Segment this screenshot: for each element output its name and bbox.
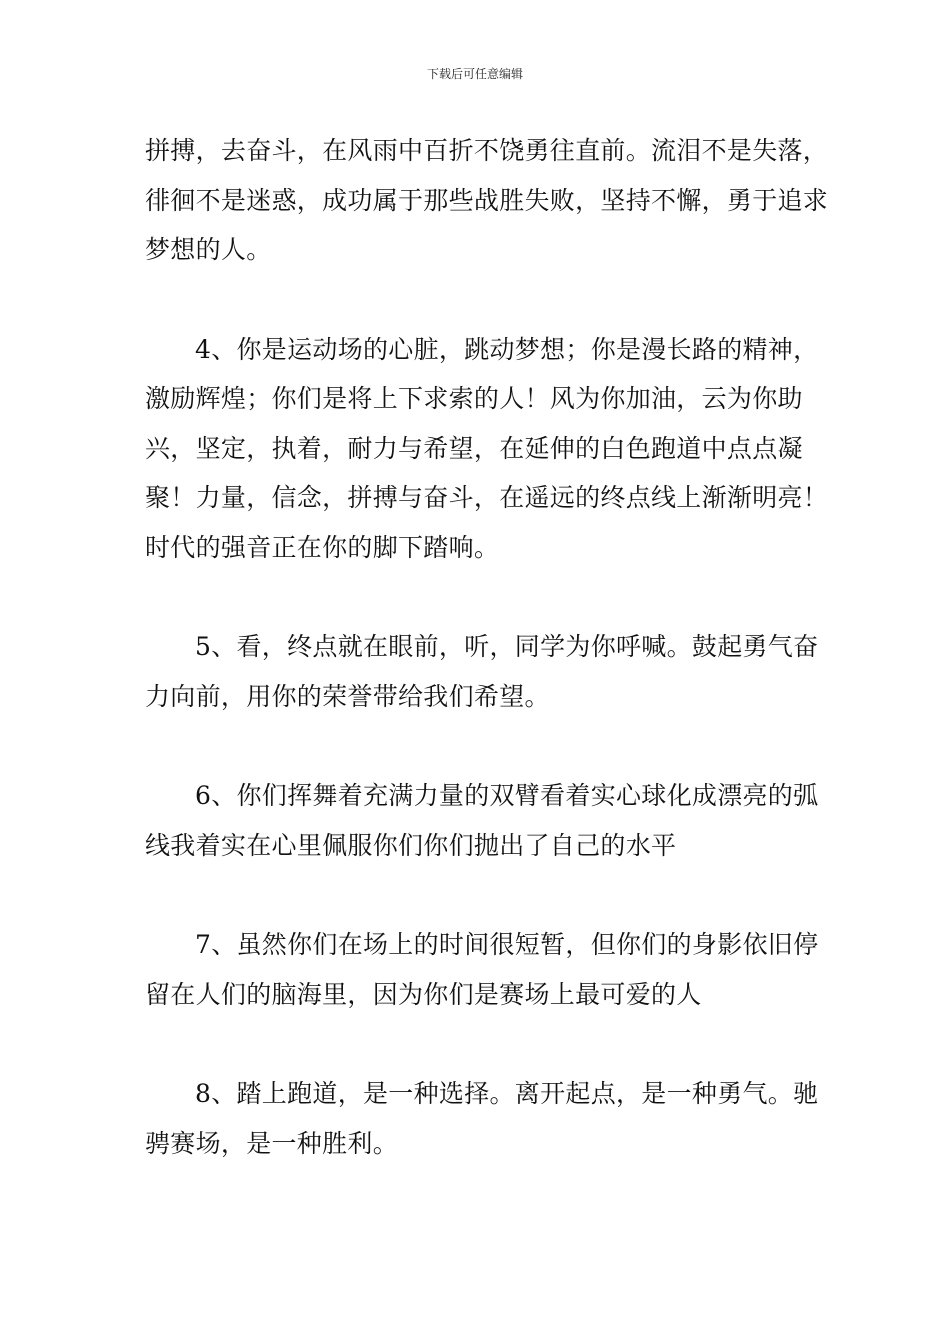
paragraph-gap xyxy=(145,1019,835,1069)
paragraph-gap xyxy=(145,572,835,622)
paragraph-item-5: 5、看，终点就在眼前，听，同学为你呼喊。鼓起勇气奋力向前，用你的荣誉带给我们希望。 xyxy=(145,632,819,711)
paragraph-gap xyxy=(145,275,835,325)
paragraph-continued: 拼搏，去奋斗，在风雨中百折不饶勇往直前。流泪不是失落，徘徊不是迷惑，成功属于那些战胜失败，坚持不懈，勇于追求梦想的人。 xyxy=(145,136,829,264)
page-header: 下载后可任意编辑 xyxy=(426,67,523,81)
paragraph-gap xyxy=(145,870,835,920)
document-body xyxy=(145,126,835,1168)
paragraph-item-7: 7、虽然你们在场上的时间很短暂，但你们的身影依旧停留在人们的脑海里，因为你们是赛场上最可爱的人 xyxy=(145,930,819,1009)
paragraph-item-6: 6、你们挥舞着充满力量的双臂看着实心球化成漂亮的弧线我着实在心里佩服你们你们抛出了自己的水平 xyxy=(145,781,819,860)
paragraph-item-4: 4、你是运动场的心脏，跳动梦想；你是漫长路的精神，激励辉煌；你们是将上下求索的人！风为你加油，云为你助兴，坚定，执着，耐力与希望，在延伸的白色跑道中点点凝聚！力量，信念，拼搏与奋斗，在遥远的终点线上渐渐明亮！时代的强音正在你的脚下踏响。 xyxy=(145,334,829,562)
paragraph-gap xyxy=(145,721,835,771)
paragraph-item-8: 8、踏上跑道，是一种选择。离开起点，是一种勇气。驰骋赛场，是一种胜利。 xyxy=(145,1079,819,1158)
